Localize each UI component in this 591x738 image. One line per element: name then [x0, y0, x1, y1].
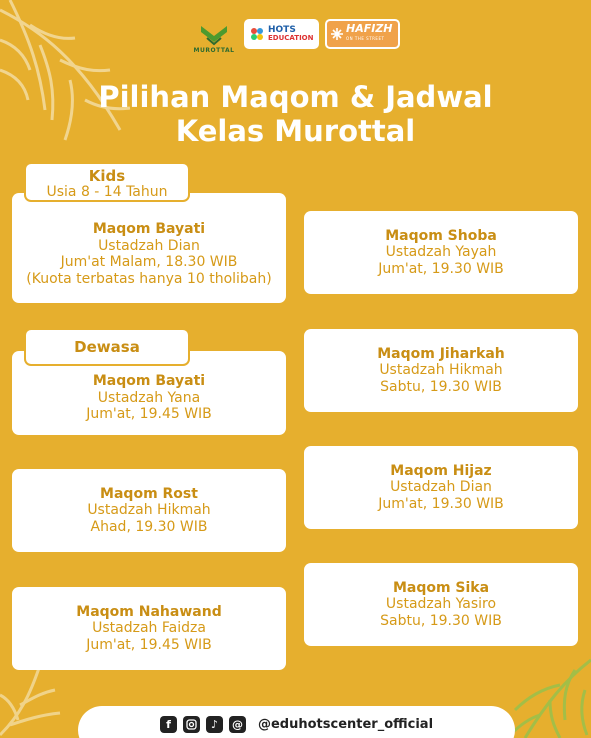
- card-teacher: Ustadzah Yasiro: [385, 596, 497, 613]
- card-maqom-name: Maqom Hijaz: [390, 462, 492, 479]
- palm-leaf-bottom-right-decoration: [505, 640, 591, 738]
- card-time: Sabtu, 19.30 WIB: [380, 378, 502, 395]
- hijaz-card: [304, 446, 578, 529]
- facebook-icon[interactable]: f: [160, 716, 177, 733]
- dewasa-nahawand-card: [12, 587, 286, 670]
- page-title: [0, 80, 591, 148]
- hots-logo-icon: [249, 26, 265, 42]
- hafizh-logo: [325, 19, 400, 49]
- hots-logo-text: HOTS: [268, 25, 296, 35]
- hafizh-logo-subtext: ON THE STREET: [346, 36, 385, 41]
- card-maqom-name: Maqom Jiharkah: [377, 345, 505, 362]
- instagram-icon[interactable]: [183, 716, 200, 733]
- card-teacher: Ustadzah Dian: [98, 237, 200, 254]
- card-teacher: Ustadzah Hikmah: [379, 362, 503, 379]
- hots-education-logo: [244, 19, 319, 49]
- card-time: Jum'at, 19.30 WIB: [378, 260, 504, 277]
- card-maqom-name: Maqom Shoba: [385, 227, 497, 244]
- education-logo-text: EDUCATION: [268, 34, 314, 42]
- social-footer: [78, 706, 515, 738]
- murottal-emblem-icon: [199, 24, 229, 46]
- kids-tag-age: Usia 8 - 14 Tahun: [46, 184, 168, 200]
- card-maqom-name: Maqom Sika: [392, 579, 490, 596]
- card-maqom-name: Maqom Bayati: [92, 221, 206, 237]
- shoba-card: [304, 211, 578, 294]
- logo-row: [190, 14, 400, 54]
- kids-bayati-card: [12, 193, 286, 303]
- dewasa-rost-card: [12, 469, 286, 552]
- kids-category-tag: [24, 162, 190, 202]
- card-teacher: Ustadzah Faidza: [92, 620, 206, 637]
- card-teacher: Ustadzah Yayah: [385, 244, 497, 261]
- card-teacher: Ustadzah Hikmah: [87, 502, 211, 519]
- social-handle[interactable]: @eduhotscenter_official: [257, 717, 434, 732]
- card-time: Jum'at Malam, 18.30 WIB: [60, 254, 238, 270]
- card-time: Jum'at, 19.30 WIB: [378, 495, 504, 512]
- dewasa-category-tag: [24, 328, 190, 366]
- card-maqom-name: Maqom Bayati: [92, 373, 206, 390]
- title-line-2: Kelas Murottal: [175, 114, 416, 148]
- kids-tag-title: Kids: [88, 167, 126, 185]
- dewasa-tag-title: Dewasa: [74, 338, 140, 356]
- card-maqom-name: Maqom Nahawand: [76, 603, 222, 620]
- card-time: Jum'at, 19.45 WIB: [86, 636, 212, 653]
- card-note: (Kuota terbatas hanya 10 tholibah): [26, 270, 272, 287]
- threads-icon[interactable]: @: [229, 716, 246, 733]
- murottal-logo-text: MUROTTAL: [193, 47, 235, 54]
- tiktok-icon[interactable]: ♪: [206, 716, 223, 733]
- sika-card: [304, 563, 578, 646]
- card-time: Ahad, 19.30 WIB: [90, 518, 208, 535]
- title-line-1: Pilihan Maqom & Jadwal: [98, 80, 493, 114]
- card-teacher: Ustadzah Yana: [97, 389, 201, 406]
- hafizh-logo-text: HAFIZH: [346, 22, 393, 35]
- hafizh-flower-icon: [331, 28, 343, 40]
- card-time: Sabtu, 19.30 WIB: [380, 612, 502, 629]
- card-teacher: Ustadzah Dian: [390, 479, 492, 496]
- jiharkah-card: [304, 329, 578, 412]
- card-time: Jum'at, 19.45 WIB: [86, 406, 212, 423]
- card-maqom-name: Maqom Rost: [100, 485, 198, 502]
- murottal-logo: [190, 14, 238, 54]
